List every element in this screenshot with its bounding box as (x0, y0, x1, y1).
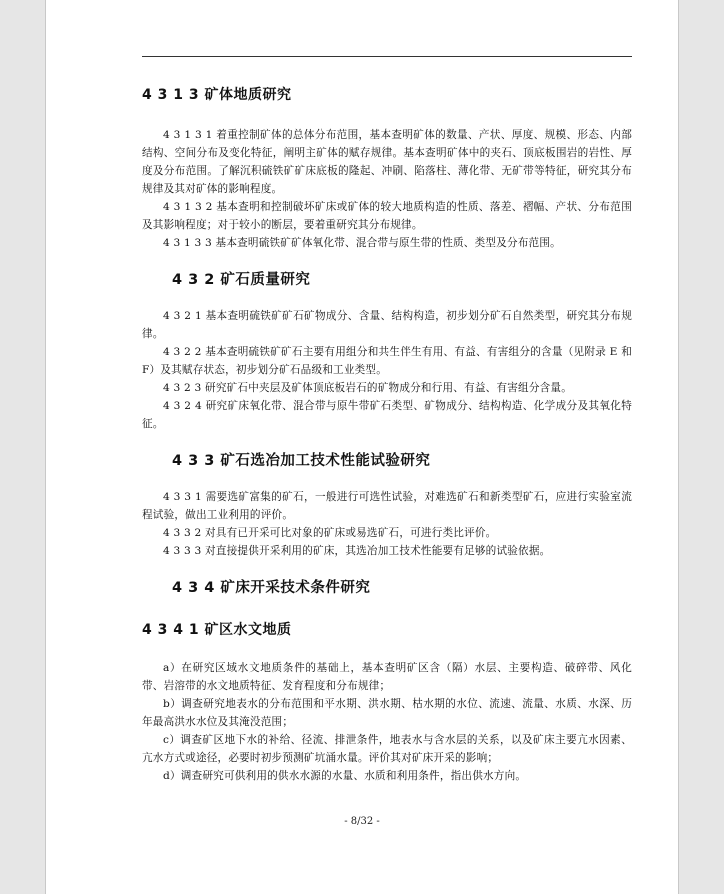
heading-4313: 4 3 1 3 矿体地质研究 (142, 87, 292, 103)
paragraph-4333: 4 3 3 3 对直接提供开采利用的矿床，其选冶加工技术性能要有足够的试验依据。 (163, 545, 551, 557)
heading-434: 4 3 4 矿床开采技术条件研究 (172, 580, 371, 596)
page-content (142, 84, 632, 785)
paragraph-43131: 4 3 1 3 1 着重控制矿体的总体分布范围，基本查明矿体的数量、产状、厚度、规模、形态、内部结构、空间分布及变化特征，阐明主矿体的赋存规律。基本查明矿体中的夹石、顶底板围岩的岩性、厚度及分布范围。了解沉积硫铁矿矿床底板的隆起、冲刷、陷落柱、薄化带、无矿带等特征，研究其分布规律及其对矿体的影响程度。 (142, 129, 632, 195)
paragraph-4331: 4 3 3 1 需要选矿富集的矿石，一般进行可选性试验，对难选矿石和新类型矿石，应进行实验室流程试验，做出工业利用的评价。 (142, 491, 632, 521)
list-item-c: c）调查矿区地下水的补给、径流、排泄条件，地表水与含水层的关系，以及矿床主要亢水因素、亢水方式或途径，必要时初步预测矿坑涌水量。评价其对矿床开采的影响； (142, 734, 632, 764)
paragraph-43133: 4 3 1 3 3 基本查明硫铁矿矿体氧化带、混合带与原生带的性质、类型及分布范围。 (163, 237, 561, 249)
document-page (45, 0, 679, 894)
heading-4341: 4 3 4 1 矿区水文地质 (142, 622, 292, 638)
paragraph-4322: 4 3 2 2 基本查明硫铁矿矿石主要有用组分和共生伴生有用、有益、有害组分的含量（见附录 E 和 F）及其赋存状态，初步划分矿石品级和工业类型。 (142, 346, 632, 376)
header-rule (142, 56, 632, 57)
heading-433: 4 3 3 矿石选冶加工技术性能试验研究 (172, 453, 431, 469)
heading-432: 4 3 2 矿石质量研究 (172, 272, 311, 288)
list-item-a: a）在研究区域水文地质条件的基础上，基本查明矿区含（隔）水层、主要构造、破碎带、风化带、岩溶带的水文地质特征、发育程度和分布规律； (142, 662, 632, 692)
list-item-d: d）调查研究可供利用的供水水源的水量、水质和利用条件，指出供水方向。 (163, 770, 527, 782)
page-number: - 8/32 - (344, 816, 380, 827)
paragraph-4324: 4 3 2 4 研究矿床氧化带、混合带与原牛带矿石类型、矿物成分、结构构造、化学成分及其氧化特征。 (142, 400, 632, 430)
paragraph-43132: 4 3 1 3 2 基本查明和控制破坏矿床或矿体的较大地质构造的性质、落差、褶幅、产状、分布范围及其影响程度；对于较小的断层，要着重研究其分布规律。 (142, 201, 632, 231)
paragraph-4321: 4 3 2 1 基本查明硫铁矿矿石矿物成分、含量、结构构造，初步划分矿石自然类型，研究其分布规律。 (142, 310, 632, 340)
paragraph-4332: 4 3 3 2 对具有已开采可比对象的矿床或易选矿石，可进行类比评价。 (163, 527, 497, 539)
list-item-b: b）调查研究地表水的分布范围和平水期、洪水期、枯水期的水位、流速、流量、水质、水深、历年最高洪水水位及其淹没范围； (142, 698, 632, 728)
paragraph-4323: 4 3 2 3 研究矿石中夹层及矿体顶底板岩石的矿物成分和行用、有益、有害组分含量。 (163, 382, 573, 394)
